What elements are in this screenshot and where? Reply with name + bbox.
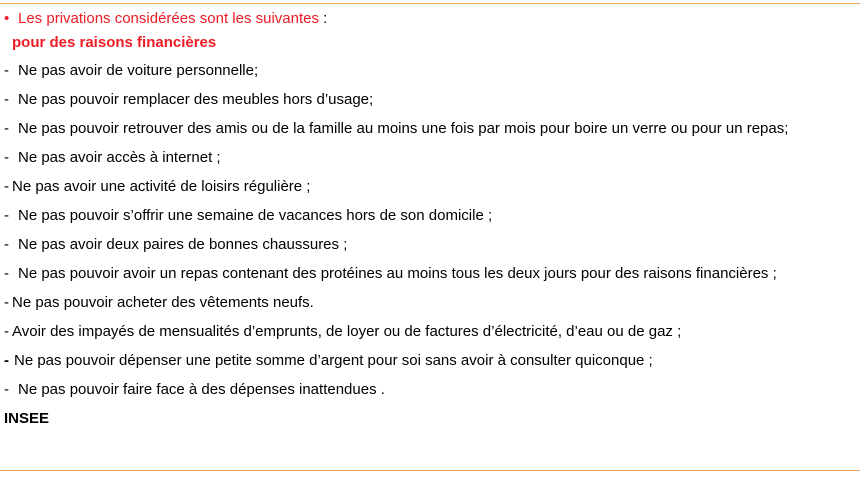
dash-marker: - [4,323,9,340]
dash-marker: - [4,381,9,398]
list-item-text: Ne pas pouvoir s’offrir une semaine de vacances hors de son domicile ; [18,207,493,224]
intro-colon: : [319,10,328,27]
dash-marker: - [4,120,9,137]
list-item [4,90,854,110]
list-item-text: Ne pas pouvoir faire face à des dépenses inattendues . [18,381,385,398]
list-item [4,206,854,226]
list-item-text: Ne pas avoir de voiture personnelle; [18,62,259,79]
source-label: INSEE [4,410,50,427]
list-item-text: Ne pas pouvoir avoir un repas contenant des protéines au moins tous les deux jours pour des raisons financières ; [18,265,777,282]
top-rule [0,3,860,4]
list-item-text: Ne pas avoir une activité de loisirs régulière ; [12,178,311,195]
intro-text: Les privations considérées sont les suivantes [18,10,319,27]
list-item-text: Ne pas pouvoir acheter des vêtements neufs. [12,294,314,311]
list-item [4,119,854,139]
list-item [4,322,854,342]
dash-marker: - [4,91,9,108]
bullet-icon: • [4,10,10,27]
list-item [4,235,854,255]
dash-marker: - [4,352,9,369]
list-item-text: Ne pas pouvoir dépenser une petite somme d’argent pour soi sans avoir à consulter quiconque ; [14,352,653,369]
bottom-rule [0,470,860,471]
list-item [4,380,854,400]
dash-marker: - [4,178,9,195]
list-item [4,351,854,371]
list-item-text: Ne pas pouvoir retrouver des amis ou de la famille au moins une fois par mois pour boire un verre ou pour un repas; [18,120,789,137]
dash-marker: - [4,149,9,166]
dash-marker: - [4,265,9,282]
dash-marker: - [4,236,9,253]
dash-marker: - [4,62,9,79]
list-item [4,148,854,168]
dash-marker: - [4,294,9,311]
list-item [4,264,854,284]
subheading: pour des raisons financières [12,34,217,51]
list-item-text: Ne pas pouvoir remplacer des meubles hors d’usage; [18,91,374,108]
list-item-text: Avoir des impayés de mensualités d’emprunts, de loyer ou de factures d’électricité, d’eau ou de gaz ; [12,323,682,340]
dash-marker: - [4,207,9,224]
slide-content [4,9,854,429]
intro-line [4,9,854,29]
list-item-text: Ne pas avoir deux paires de bonnes chaussures ; [18,236,348,253]
list-item-text: Ne pas avoir accès à internet ; [18,149,221,166]
list-item [4,61,854,81]
list-item [4,177,854,197]
list-item [4,293,854,313]
